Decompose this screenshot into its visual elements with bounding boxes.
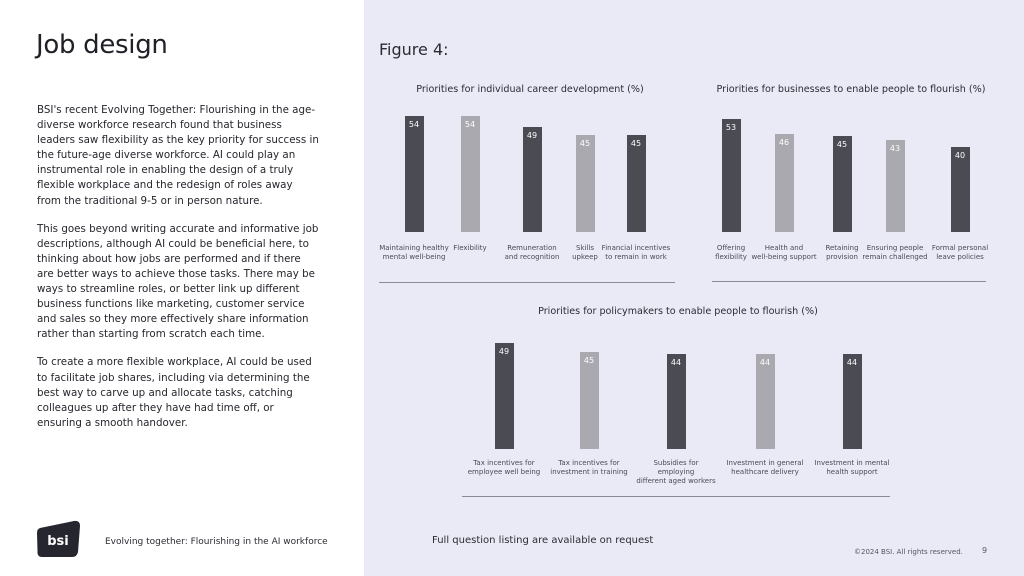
bar-5 [627,135,646,232]
chart-title: Priorities for policymakers to enable people to flourish (%) [538,306,818,317]
paragraph-1: BSI's recent Evolving Together: Flourishing in the age-diverse workforce research found that business leaders saw flexibility as the key priority for success in the future-age diverse workforce. AI could play an instrumental role in enabling the design of a truly flexible workplace and the redesign of roles away from the traditional 9-5 or in person nature. [37,104,319,207]
body-text [37,103,319,444]
footer-title: Evolving together: Flourishing in the AI workforce [105,537,328,547]
bar-value-label: 45 [583,355,595,365]
category-label: Flexibility [453,244,487,252]
category-label: Skills upkeep [572,244,598,261]
category-label: Subsidies for employing different aged workers [636,459,716,485]
bar-2 [775,134,794,232]
bar-4 [886,140,905,232]
chart-divider [379,282,675,283]
page-title: Job design [36,30,168,60]
paragraph-2: This goes beyond writing accurate and informative job descriptions, although AI could be beneficial here, to thinking about how jobs are performed and if there are better ways to achieve those tasks. There may be ways to streamline roles, or better link up different business functions like marketing, customer service and sales so they more effectively share information rather than starting from scratch each time. [37,222,319,341]
bar-value-label: 44 [846,357,858,367]
bsi-logo [36,519,82,559]
category-label: Investment in general healthcare delivery [726,459,804,476]
bar-value-label: 49 [498,347,510,356]
bar-value-label: 45 [836,140,848,150]
bar-value-label: 45 [630,139,642,149]
figure-title: Figure 4: [379,40,449,59]
chart-policymakers [460,306,896,500]
bar-1 [495,343,514,449]
bar-3 [667,354,686,449]
chart-title: Priorities for businesses to enable people to flourish (%) [716,84,986,95]
bar-value-label: 49 [526,130,538,140]
bar-value-label: 54 [408,120,420,129]
bar-1 [722,119,741,232]
bar-2 [580,352,599,449]
bar-value-label: 44 [670,357,682,367]
copyright: ©2024 BSI. All rights reserved. [854,548,963,556]
bar-value-label: 53 [725,123,737,132]
bar-value-label: 40 [954,150,966,160]
bar-2 [461,116,480,232]
category-label: Financial incentives to remain in work [601,244,671,261]
category-label: Maintaining healthy mental well-being [379,244,449,261]
chart-businesses [706,84,996,284]
bar-value-label: 46 [778,137,790,147]
logo-text: bsi [47,534,69,549]
category-label: Retaining provision [825,244,859,261]
category-label: Investment in mental health support [814,459,890,476]
bar-4 [756,354,775,449]
category-label: Tax incentives for investment in training [550,459,628,476]
bar-1 [405,116,424,232]
chart-divider [712,281,986,282]
bar-3 [523,127,542,232]
chart-title: Priorities for individual career development (%) [416,84,644,95]
category-label: Tax incentives for employee well being [467,459,541,476]
bar-value-label: 54 [464,120,476,129]
category-label: Health and well-being support [751,244,817,261]
bar-3 [833,136,852,232]
paragraph-3: To create a more flexible workplace, AI could be used to facilitate job shares, including via determining the best way to carve up and allocate tasks, catching colleagues up after they have had time off, or ensuring a smooth handover. [37,356,312,429]
page-number: 9 [982,546,988,555]
bar-5 [843,354,862,449]
category-label: Offering flexibility [715,244,747,261]
chart-divider [462,496,890,497]
footnote: Full question listing are available on request [432,535,654,546]
bar-value-label: 43 [889,144,901,154]
bar-4 [576,135,595,232]
category-label: Remuneration and recognition [504,244,560,261]
category-label: Ensuring people remain challenged [862,244,928,261]
bar-value-label: 44 [759,357,771,367]
category-label: Formal personal leave policies [931,244,989,261]
chart-individual-career [372,84,688,284]
bar-value-label: 45 [579,139,591,149]
